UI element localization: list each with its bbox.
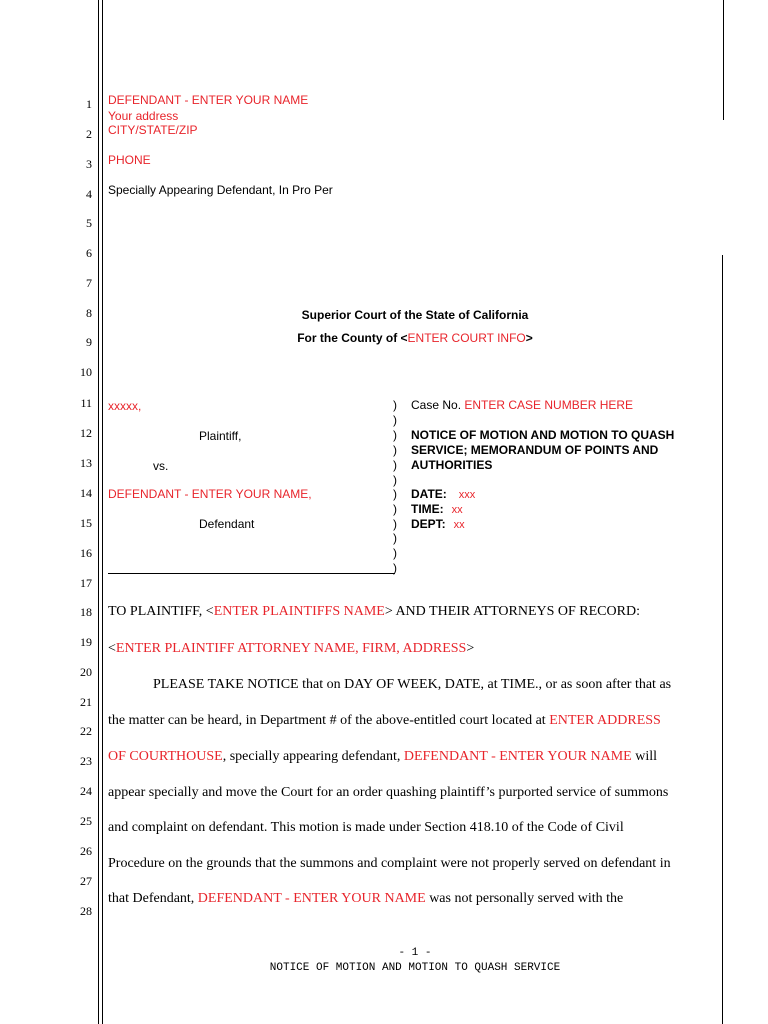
county-suffix: > (525, 331, 533, 345)
paren: ) (393, 458, 397, 472)
motion-title-2: SERVICE; MEMORANDUM OF POINTS AND (411, 443, 659, 457)
plaintiff-label: Plaintiff, (199, 429, 242, 443)
header-phone: PHONE (108, 153, 151, 167)
body-text: that Defendant, (108, 891, 198, 906)
header-name: DEFENDANT - ENTER YOUR NAME (108, 93, 309, 107)
plaintiff-name-field: ENTER PLAINTIFFS NAME (213, 604, 385, 619)
line-number: 11 (80, 396, 92, 410)
line-number: 23 (80, 754, 92, 768)
paren: ) (393, 561, 397, 575)
line-number: 19 (80, 635, 92, 649)
body-text: was not personally served with the (425, 891, 624, 906)
defendant-label: Defendant (199, 517, 255, 531)
header-city: CITY/STATE/ZIP (108, 123, 198, 137)
date-label: DATE: (411, 487, 447, 501)
paren: ) (393, 473, 397, 487)
line-number: 12 (80, 426, 92, 440)
caption-underline (108, 573, 395, 574)
paren: ) (393, 413, 397, 427)
line-number: 17 (80, 576, 92, 590)
body-text: TO PLAINTIFF, < (108, 604, 214, 619)
defendant-name-field: DEFENDANT - ENTER YOUR NAME (197, 891, 426, 906)
plaintiff-name: xxxxx, (108, 399, 142, 413)
motion-title-1: NOTICE OF MOTION AND MOTION TO QUASH (411, 428, 675, 442)
court-title: Superior Court of the State of California (301, 308, 529, 322)
body-text: the matter can be heard, in Department # of the above-entitled court located at (108, 713, 550, 728)
paren: ) (393, 546, 397, 560)
case-value: ENTER CASE NUMBER HERE (464, 398, 634, 412)
line-number: 10 (80, 365, 92, 379)
line-number: 15 (80, 516, 92, 530)
body-line-25: Procedure on the grounds that the summons and complaint were not properly served on defendant in (108, 856, 671, 871)
body-line-23: appear specially and move the Court for an order quashing plaintiff’s purported service of summons (108, 785, 669, 800)
footer-title: NOTICE OF MOTION AND MOTION TO QUASH SERVICE (269, 962, 561, 974)
paren: ) (393, 443, 397, 457)
defendant-name: DEFENDANT - ENTER YOUR NAME, (108, 487, 312, 501)
county-field: ENTER COURT INFO (407, 331, 526, 345)
date-field (411, 487, 475, 501)
body-line-18 (108, 604, 640, 620)
case-label: Case No. (411, 398, 465, 412)
body-text: , specially appearing defendant, (222, 749, 404, 764)
body-text: will (631, 749, 658, 764)
line-number: 6 (86, 246, 92, 260)
page-number: - 1 - (398, 947, 432, 959)
line-number: 16 (80, 546, 92, 560)
line-number: 13 (80, 456, 92, 470)
line-number: 7 (86, 276, 92, 290)
right-margin-rule (722, 255, 723, 1024)
courthouse-address-field: ENTER ADDRESS (549, 713, 661, 728)
body-line-22 (108, 749, 657, 765)
line-number: 28 (80, 904, 92, 918)
line-number: 21 (80, 695, 92, 709)
vs-label: vs. (153, 459, 169, 473)
line-number: 4 (86, 187, 92, 201)
right-margin-rule-top (723, 0, 724, 120)
line-number: 24 (80, 784, 92, 798)
date-value: xxx (458, 489, 476, 501)
paren: ) (393, 398, 397, 412)
dept-value: xx (453, 519, 465, 531)
dept-label: DEPT: (411, 517, 446, 531)
case-number (411, 398, 633, 412)
courthouse-address-field: OF COURTHOUSE (108, 749, 223, 764)
line-number: 26 (80, 844, 92, 858)
county-prefix: For the County of < (297, 331, 408, 345)
paren: ) (393, 517, 397, 531)
line-number: 9 (86, 335, 92, 349)
line-number: 2 (86, 127, 92, 141)
body-text: > (466, 641, 475, 656)
header-address: Your address (108, 109, 179, 123)
header-role: Specially Appearing Defendant, In Pro Per (108, 183, 333, 197)
time-label: TIME: (411, 502, 444, 516)
body-line-26 (108, 891, 623, 907)
court-county (100, 331, 730, 345)
body-line-19 (108, 641, 474, 657)
paren: ) (393, 531, 397, 545)
line-number: 18 (80, 605, 92, 619)
time-value: xx (451, 504, 463, 516)
attorney-field: ENTER PLAINTIFF ATTORNEY NAME, FIRM, ADDRESS (115, 641, 467, 656)
paren: ) (393, 428, 397, 442)
body-text: < (108, 641, 116, 656)
left-margin-rule-outer (98, 0, 99, 1024)
line-number: 25 (80, 814, 92, 828)
line-number: 1 (86, 97, 92, 111)
body-line-24: and complaint on defendant. This motion is made under Section 418.10 of the Code of Civil (108, 820, 624, 835)
line-number: 20 (80, 665, 92, 679)
left-margin-rule-inner (102, 0, 103, 1024)
dept-field (411, 517, 465, 531)
body-text: > AND THEIR ATTORNEYS OF RECORD: (384, 604, 640, 619)
line-number: 27 (80, 874, 92, 888)
time-field (411, 502, 463, 516)
body-line-20: PLEASE TAKE NOTICE that on DAY OF WEEK, DATE, at TIME., or as soon after that as (153, 677, 672, 692)
line-number: 14 (80, 486, 92, 500)
paren: ) (393, 502, 397, 516)
line-number: 8 (86, 306, 92, 320)
body-line-21 (108, 713, 661, 729)
paren: ) (393, 487, 397, 501)
line-number: 3 (86, 157, 92, 171)
line-number: 22 (80, 724, 92, 738)
line-number: 5 (86, 216, 92, 230)
defendant-name-field: DEFENDANT - ENTER YOUR NAME (403, 749, 632, 764)
motion-title-3: AUTHORITIES (411, 458, 493, 472)
